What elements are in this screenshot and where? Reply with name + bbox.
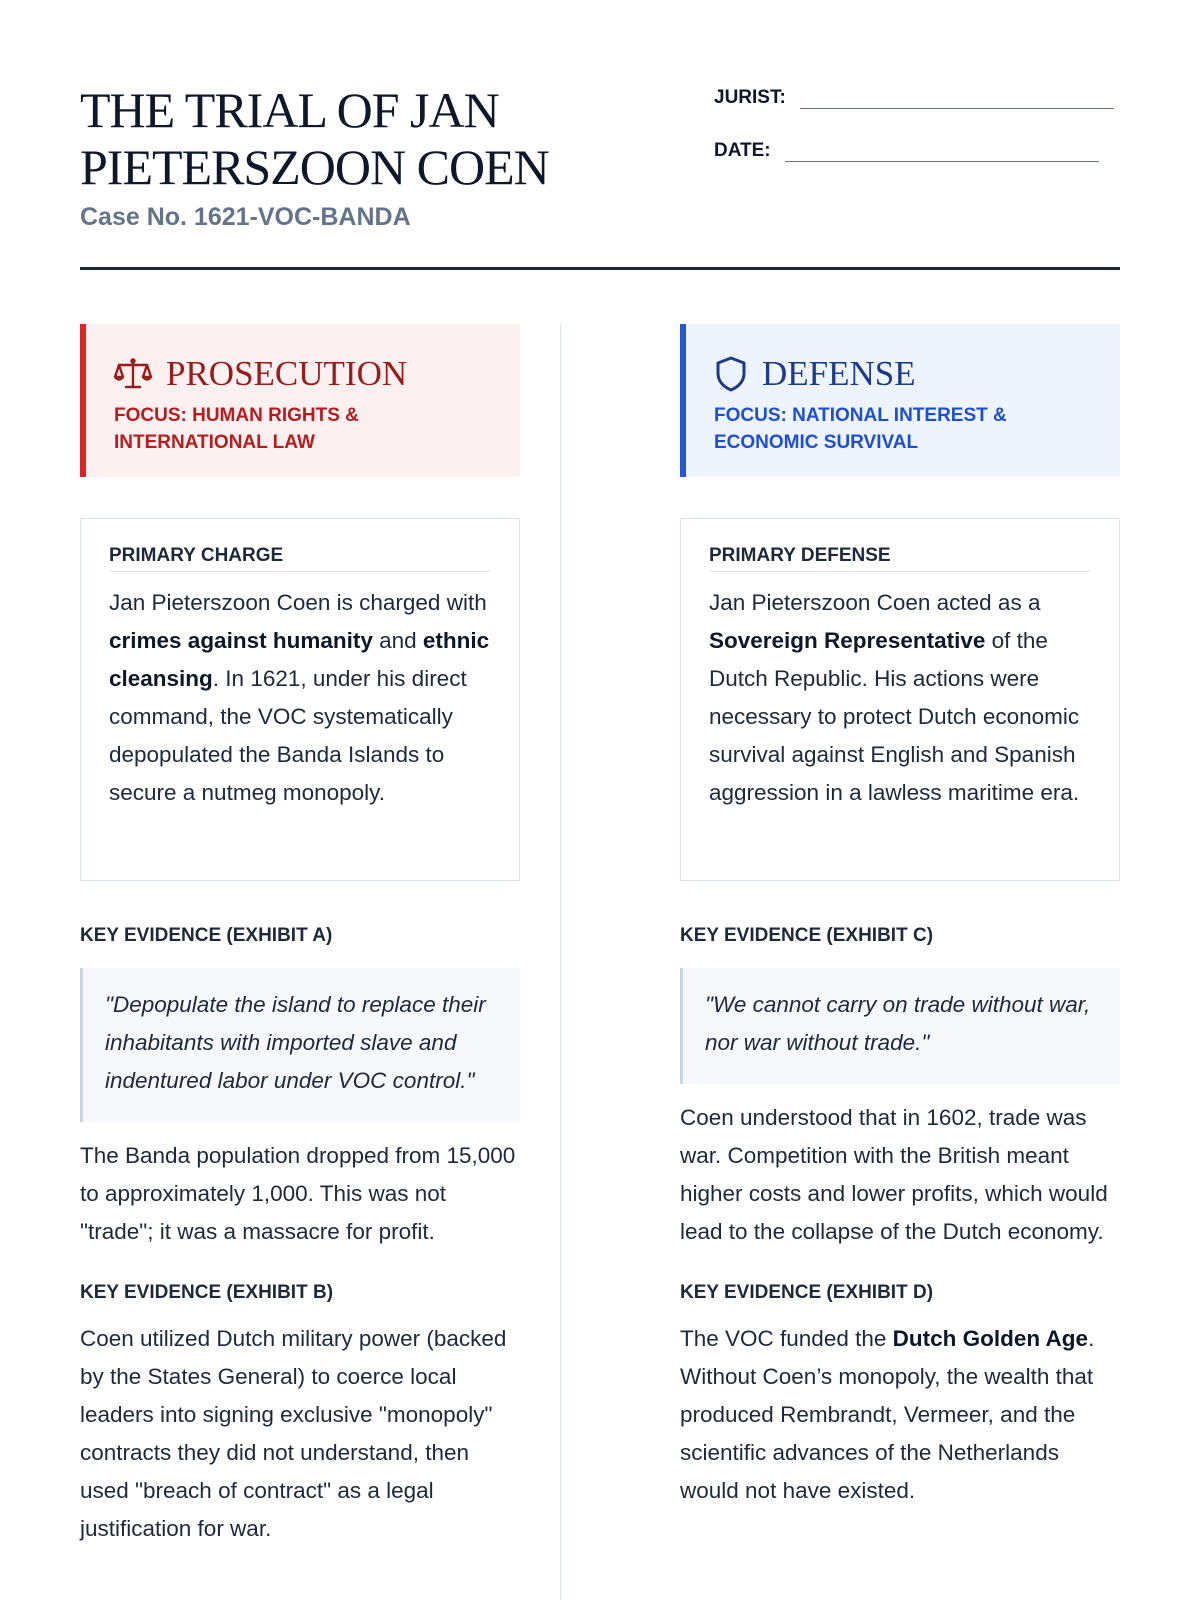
- evidence-c-text: Coen understood that in 1602, trade was war. Competition with the British meant higher costs and lower profits, which would lead to the collapse of the Dutch economy.: [680, 1105, 1108, 1244]
- prosecution-focus: FOCUS: HUMAN RIGHTS & INTERNATIONAL LAW: [114, 405, 359, 453]
- primary-charge-box: [80, 518, 520, 881]
- date-field[interactable]: [714, 139, 1099, 162]
- jurist-input-line[interactable]: [800, 86, 1114, 109]
- scales-icon: [114, 357, 152, 391]
- header-divider: [80, 267, 1120, 270]
- evidence-d-label: KEY EVIDENCE (EXHIBIT D): [680, 1282, 934, 1303]
- primary-defense-text: Jan Pieterszoon Coen acted as a Sovereign Representative of the Dutch Republic. His actions were necessary to protect Dutch economic survival against English and Spanish aggression in a lawless maritime era.: [709, 590, 1080, 805]
- jurist-label: JURIST:: [714, 87, 786, 108]
- primary-defense-label: PRIMARY DEFENSE: [709, 545, 1091, 572]
- defense-column: [680, 324, 1120, 1510]
- date-label: DATE:: [714, 140, 771, 161]
- evidence-b-label: KEY EVIDENCE (EXHIBIT B): [80, 1282, 334, 1303]
- evidence-b-text: Coen utilized Dutch military power (backed by the States General) to coerce local leaders into signing exclusive "monopoly" contracts they did not understand, then used "breach of contract" as a legal justification for war.: [80, 1326, 507, 1541]
- trial-worksheet: [80, 0, 1120, 1600]
- primary-charge-label: PRIMARY CHARGE: [109, 545, 491, 572]
- page-title: THE TRIAL OF JAN PIETERSZOON COEN: [80, 82, 549, 195]
- evidence-a-text: The Banda population dropped from 15,000 to approximately 1,000. This was not "trade"; it was a massacre for profit.: [80, 1143, 516, 1244]
- column-divider: [560, 324, 561, 1600]
- defense-title: DEFENSE: [762, 354, 916, 393]
- evidence-c-label: KEY EVIDENCE (EXHIBIT C): [680, 925, 934, 946]
- evidence-a-label: KEY EVIDENCE (EXHIBIT A): [80, 925, 333, 946]
- prosecution-header: [80, 324, 520, 477]
- evidence-c-quote: "We cannot carry on trade without war, nor war without trade.": [680, 968, 1120, 1084]
- primary-defense-box: [680, 518, 1120, 881]
- evidence-d-text: The VOC funded the Dutch Golden Age. Without Coen’s monopoly, the wealth that produced Rembrandt, Vermeer, and the scientific advances of the Netherlands would not have existed.: [680, 1326, 1095, 1503]
- defense-header: [680, 324, 1120, 477]
- jurist-field[interactable]: [714, 86, 1114, 109]
- case-number: Case No. 1621-VOC-BANDA: [80, 203, 411, 231]
- prosecution-column: [80, 324, 520, 1548]
- defense-focus: FOCUS: NATIONAL INTEREST & ECONOMIC SURVIVAL: [714, 405, 1007, 453]
- primary-charge-text: Jan Pieterszoon Coen is charged with crimes against humanity and ethnic cleansing. In 1621, under his direct command, the VOC systematically depopulated the Banda Islands to secure a nutmeg monopoly.: [109, 590, 490, 805]
- date-input-line[interactable]: [785, 139, 1099, 162]
- prosecution-title: PROSECUTION: [166, 354, 408, 393]
- evidence-a-quote: "Depopulate the island to replace their inhabitants with imported slave and indentured labor under VOC control.": [80, 968, 520, 1122]
- shield-icon: [714, 355, 748, 393]
